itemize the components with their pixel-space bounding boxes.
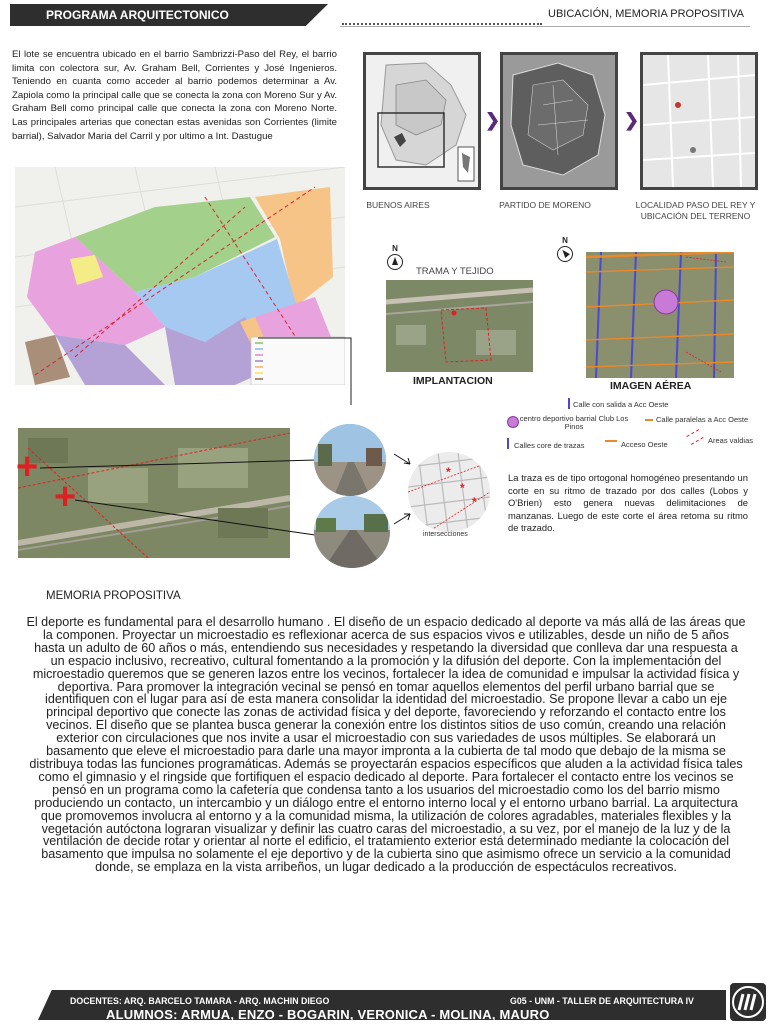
svg-text:*: * [472,495,477,509]
unm-logo-icon [730,983,766,1021]
legend-item-4: Calles core de trazas [514,441,585,450]
svg-text:*: * [460,481,465,495]
implantacion-photo [386,280,533,372]
imagen-aerea-photo [586,252,734,378]
street-photo-2 [314,496,390,568]
marker-cross-icon: + [16,446,39,488]
intro-paragraph: El lote se encuentra ubicado en el barrio Sambrizzi-Paso del Rey, el barrio limita con colectora sur, Av. Graham Bell, Corrientes y José Ingenieros. Teniendo en cuanta como acceder al barrio podemos determinar a Av. Zapiola como la principal calle que se conecta la zona con Moreno Sur y Av. Graham Bell como principal calle que conecta la zona con Moreno Norte. Las principales arterias que conectan estas avenidas son Corrientes (limite barrial), Salvador Maria del Carril y por ultimo a Int. Dastugue [12,49,337,142]
trama-title: TRAMA Y TEJIDO [416,266,494,277]
north-arrow-icon: N [386,244,404,272]
chevron-right-icon: ❯ [485,110,501,130]
legend-swatch-circle [507,416,519,428]
street-photo-1 [314,424,386,496]
footer-docentes: DOCENTES: ARQ. BARCELO TAMARA - ARQ. MACHIN DIEGO [70,996,330,1006]
chevron-right-icon: ❯ [624,110,640,130]
header-divider [342,23,542,25]
legend-swatch-orange [645,419,653,421]
legend-item-3: Calle paralelas a Acc Oeste [656,415,749,424]
map-paso-del-rey [640,52,758,190]
footer-course: G05 - UNM - TALLER DE ARQUITECTURA IV [510,996,694,1006]
memoria-title: MEMORIA PROPOSITIVA [46,590,181,602]
map-buenos-aires [363,52,481,190]
caption-implantacion: IMPLANTACION [413,375,493,387]
connector-line [256,330,356,410]
legend [505,396,765,456]
svg-text:*: * [446,465,451,479]
map-partido-moreno [500,52,618,190]
legend-swatch-blue-2 [507,438,509,449]
north-arrow-icon: N [556,236,574,264]
legend-item-5: Acceso Oeste [621,440,668,449]
memoria-text: El deporte es fundamental para el desarrollo humano . El diseño de un espacio dedicado al deporte va más allá de las áreas que la componen. Proyectar un microestadio es reflexionar acerca de sus espacios vivos e utilizables, desde un niño de 5 años hasta un adulto de 60 años o más, entendiendo sus necesidades y respetando la diversidad que conlleva dar una respuesta a un espacio inclusivo, recreativo, cultural fomentando a la promoción y la difusión del deporte. Con la implementación del microestadio queremos que se generen lazos entre los vecinos, fortalecer la idea de comunidad e impulsar la actividad física y deportiva. Para promover la integración vecinal se pensó en tomar aquellos elementos del perfil urbano barrial que se identifiquen con el lugar para así de esta manera consolidar la identidad del microestadio. Se propone llevar a cabo un eje principal deportivo que conecte las zonas de actividad física y del deporte, favoreciendo y reforzando el contacto entre los vecinos. El diseño que se plantea busca generar la conexión entre los distintos sitios de uso común, creando una relación exterior con circulaciones que nos invite a usar el microestadio con sus variedades de usos múltiples. Se elaborará un basamento que eleve el microestadio para darle una mayor impronta a la cubierta de tal modo que debajo de la misma se distribuya todas las funciones programáticas. Además se proyectarán espacios específicos que aluden a la actividad física tales como el gimnasio y el ringside que fortifiquen el espacio dedicado al deporte. Para fortalecer el contacto entre los vecinos se pensó en un programa como la cafetería que condensa tanto a los usuarios del microestadio como los del barrio mismo produciendo un contacto, un intercambio y un diálogo entre el entorno interno local y el entorno urbano barrial. La arquitectura que promovemos involucra al entorno y a la comunidad misma, la utilización de colores agradables, materiales flexibles y la vegetación autóctona lograran visualizar y definir las cuatro caras del microestadio, a su vez, por el manejo de la luz y de la ventilación de decide rotar y orientar al norte el edificio, el tratamiento exterior está determinado mediante la colocación del basamento que impulsa no solamente el eje deportivo y de la cubierta sino que asimismo ofrece un servicio a la comunidad donde, se emplaza en la vista arribeños, un lugar dedicado a la producción de espectáculos recreativos. [26,615,746,875]
double-arrow-icon [392,452,412,466]
legend-swatch-blue [568,398,570,409]
legend-swatch-orange-2 [605,440,617,442]
traza-paragraph: La traza es de tipo ortogonal homogéneo presentando un corte en su ritmo de trazado por dos calles (Lobos y O'Brien) esto genera nuevas delimitaciones de manzanas. Luego de este corte el área retoma su ritmo de trazado. [508,472,748,534]
intersections-diagram [408,452,490,532]
label-partido-moreno: PARTIDO DE MORENO [499,200,591,210]
intersections-label: intersecciones [423,531,468,538]
legend-item-6: Areas valdias [708,436,754,445]
label-paso-del-rey: LOCALIDAD PASO DEL REY Y UBICACIÓN DEL TERRENO [635,200,756,221]
marker-cross-icon: + [54,476,77,518]
legend-item-1: Calle con salida a Acc Oeste [573,400,669,409]
label-buenos-aires: BUENOS AIRES [366,200,430,210]
header-title: PROGRAMA ARQUITECTONICO [46,8,229,22]
header-rule [340,26,750,27]
header-right-title: UBICACIÓN, MEMORIA PROPOSITIVA [548,8,744,20]
legend-item-2: centro deportivo barrial Club Los Pinos [519,414,629,431]
caption-imagen-aerea: IMAGEN AÉREA [610,380,692,392]
pointer-lines [40,440,340,550]
double-arrow-icon [392,512,412,526]
footer-alumnos: ALUMNOS: ARMUA, ENZO - BOGARIN, VERONICA - MOLINA, MAURO [106,1007,550,1022]
legend-swatch-red [686,429,703,445]
